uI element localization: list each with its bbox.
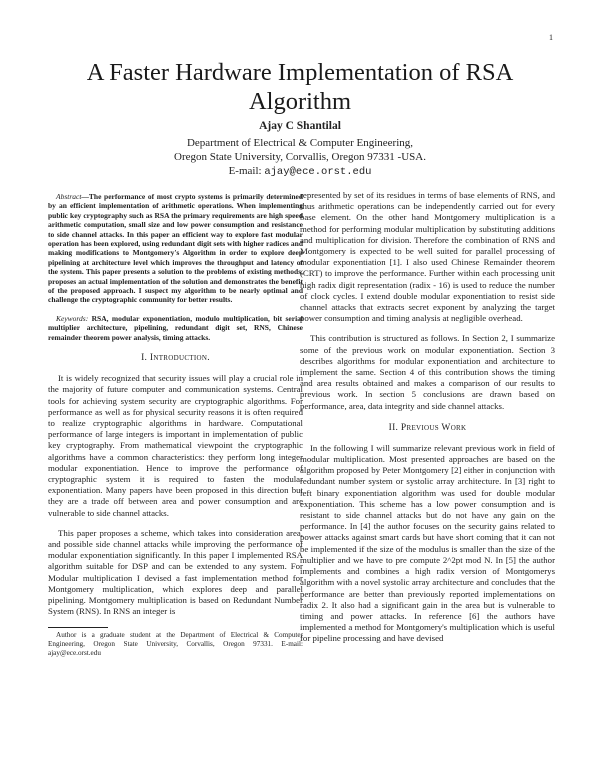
footnote-rule (48, 627, 108, 628)
footnote: Author is a graduate student at the Department of Electrical & Computer Engineering, Oregon State University, Corvallis, Oregon 97331. E-mail: ajay@ece.orst.edu (48, 631, 303, 657)
paper-title: A Faster Hardware Implementation of RSA Algorithm (86, 59, 514, 115)
author-affiliation (40, 136, 560, 179)
left-column (48, 192, 303, 658)
structure-paragraph: This contribution is structured as follows. In Section 2, I summarize some of the previous work on modular exponentiation. Section 3 describes algorithms for modular exponentiation and architecture to implement the same. Section 4 of this contribution shows the timing and area results obtained and makes a comparison of our results to previous work. In section 5 conclusions are drawn based on performance, area, data integrity and side channel attacks. (300, 333, 555, 411)
section-heading-introduction: I. Introduction. (141, 353, 210, 364)
email-address[interactable]: ajay@ece.orst.edu (264, 166, 372, 178)
affiliation-email (40, 164, 560, 179)
previous-work-paragraph: In the following I will summarize relevant previous work in field of modular multiplication. Most presented approaches are based on the algorithm proposed by Peter Montgomery [2] either in conjunction with redundant number system or systolic array architecture. In [3] right to left binary exponentiation algorithm was used for double modular exponentiation. This scheme has a low power consumption and is resistant to side channel attacks but do not have any gain on the performance. In [4] the author focuses on the security gains related to power attacks against smart cards but have short coming that it can not be implemented if the size of the modulus is smaller than the size of the multiplier and we have to pre compute 2^2pt mod N. In [5] the author implements and combines a high radix version of Montgomerys algorithm with a novel systolic array architecture and concludes that the performance are better than previously reported implementations on radix 2. It also had a significant gain in the area but is vulnerable to timing and power attacks. In reference [6] the authors have implemented a method for Montgomery's multiplication which is useful for pipeline processing and have devised (300, 442, 555, 644)
email-label: E-mail: (228, 165, 262, 177)
author-name: Ajay C Shantilal (259, 120, 341, 132)
affiliation-line-2: Oregon State University, Corvallis, Oregon 97331 -USA. (174, 151, 426, 163)
keywords (48, 314, 303, 342)
section-heading-previous-work: II. Previous Work (388, 422, 467, 433)
abstract-label: Abstract (56, 192, 82, 201)
affiliation-line-1: Department of Electrical & Computer Engineering, (186, 137, 414, 149)
right-column (300, 190, 555, 645)
intro-paragraph-2: This paper proposes a scheme, which takes into consideration area, and possible side channel attacks while improving the performance of modular exponentiation significantly. In this paper I implemented RSA algorithm suitable for DSP and can be extended to any system. For Modular multiplication I devised a fast implementation method for Montgomery multiplication, which explores deep and parallel pipelining. Montgomery multiplication is based on Redundant Number System (RNS). In RNS an integer is (48, 527, 303, 617)
page-number: 1 (549, 33, 553, 42)
abstract-dash: — (81, 192, 89, 201)
keywords-text: RSA, modular exponentiation, modulo multiplication, bit serial multiplier architecture, pipelining, redundant digit set, RNS, Chinese remainder theorem power analysis, timing attacks. (48, 313, 303, 342)
intro-continued-paragraph: represented by set of its residues in terms of base elements of RNS, and thus arithmetic operations can be independently carried out for every base element. On the other hand Montgomery multiplication is a method for performing modular multiplication by substituting additions and multiplication for division. Therefore the combination of RNS and Montgomery is expected to be well suited for parallel processing of modular exponentiation [1]. I also used Chinese Remainder theorem (CRT) to improve the performance. Further within each processing unit high radix digit representation (radix - 16) is used to reduce the number of clock cycles. I extend double modular exponentiation to resist side channel attacks that extracts secret exponent by analyzing the target power consumption and timing analysis at negligible overhead. (300, 190, 555, 324)
abstract-text: The performance of most crypto systems is primarily determined by an efficient implementation of arithmetic operations. When implementing public key cryptography such as RSA the primary requirements are high speed arithmetic computation, small size and low power consumption and resistance to side channel attacks. In this paper an efficient way to explore fast modular operation has been explored, using redundant digit sets with higher radices and making modifications to Montgomery's Algorithm in order to explore deep pipelining at architecture level which improves the throughput and latency of the system. This paper presents a solution to the problems of existing methods, proposes an actual implementation of the solution and demonstrates the benefit of the proposed approach. I suspect my algorithm to be nearly optimal and challenge the cryptographic community for better results. (48, 192, 303, 305)
intro-paragraph-1: It is widely recognized that security issues will play a crucial role in the majority of future computer and communication systems. Central tools for achieving system security are cryptographic algorithms. For performance as well as for physical security reasons it is often required to realize cryptographic algorithms in hardware. Computational performance of large integers is important in implementation of public key cryptography. From mathematical viewpoint the cryptographic algorithms have a common characteristics: they perform long integer modular exponentiation. Hence to improve the performance of cryptographic system it is required to fasten the modular exponentiation. Many papers have been proposed in this direction but they are a trade off between area and power consumption and are vulnerable to side channel attacks. (48, 373, 303, 518)
keywords-label: Keywords: (56, 313, 89, 323)
abstract (48, 192, 303, 305)
